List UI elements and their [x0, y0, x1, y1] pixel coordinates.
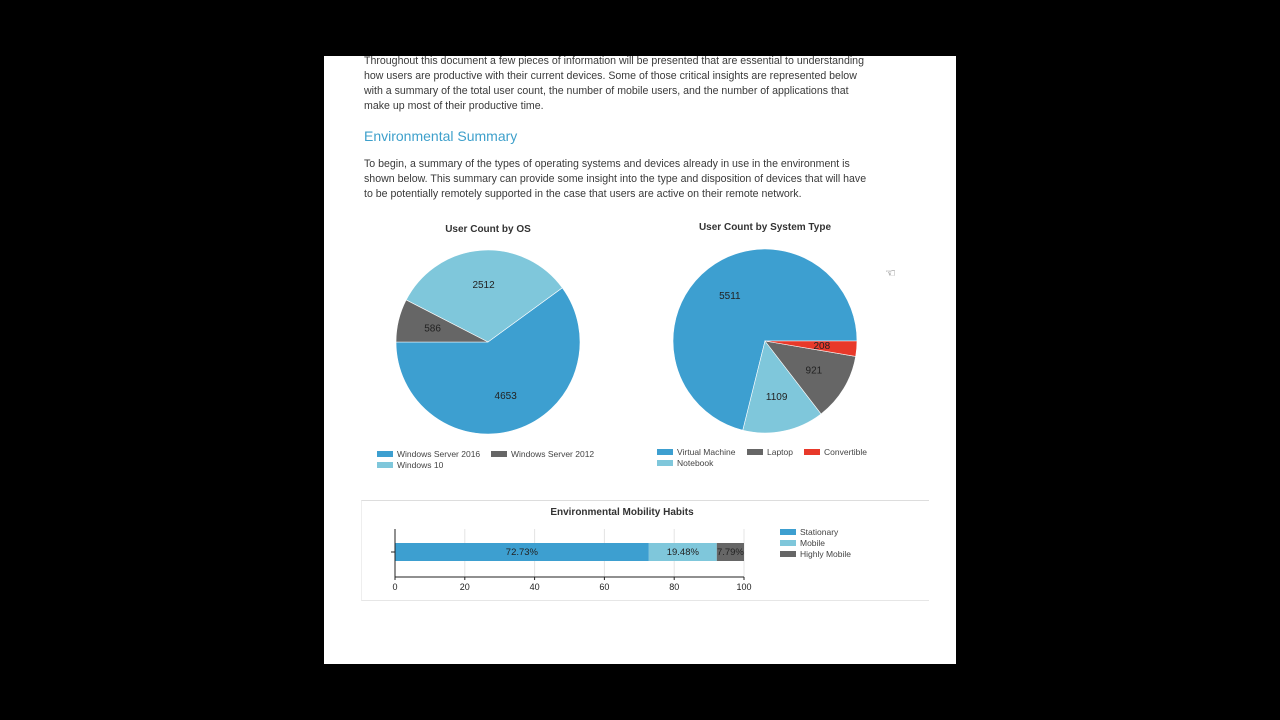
section-heading: Environmental Summary — [364, 128, 518, 144]
legend-label: Mobile — [800, 538, 826, 548]
legend-swatch — [657, 449, 673, 455]
legend-item-virtual-machine — [657, 447, 735, 457]
legend-item-windows-server-2016 — [377, 449, 480, 459]
legend-label: Highly Mobile — [800, 549, 852, 559]
bar-segment-label: 72.73% — [505, 547, 539, 558]
legend-swatch — [491, 451, 507, 457]
legend-swatch — [780, 540, 796, 546]
pie-chart-system-type — [665, 241, 865, 441]
legend-system-type — [657, 447, 897, 471]
legend-os — [377, 449, 617, 473]
pie-slice-label: 1109 — [765, 391, 788, 403]
intro-paragraph: Throughout this document a few pieces of information will be presented that are essential to understanding how users are productive with their current devices. Some of those critical insights are represented below with a summary of the total user count, the number of mobile users, and the number of applications that make up most of their productive time. — [364, 56, 864, 112]
legend-label: Notebook — [677, 458, 714, 468]
legend-swatch — [747, 449, 763, 455]
pie-slice-label: 4653 — [494, 391, 517, 403]
bar-segment-label: 19.48% — [666, 547, 699, 558]
summary-paragraph: To begin, a summary of the types of operating systems and devices already in use in the environment is shown below. This summary can provide some insight into the type and disposition of devices that will have to be potentially remotely supported in the case that users are active on their remote network. — [364, 158, 867, 200]
legend-item-windows-10 — [377, 460, 443, 470]
pie-slice-label: 5511 — [719, 291, 741, 303]
x-tick-label: 80 — [669, 582, 680, 592]
legend-item-mobile — [780, 538, 825, 548]
legend-swatch — [377, 451, 393, 457]
x-tick-label: 100 — [736, 582, 752, 592]
legend-mobility — [780, 527, 900, 561]
x-tick-label: 0 — [392, 582, 398, 592]
hand-icon: ☜ — [885, 266, 896, 280]
legend-label: Laptop — [767, 447, 793, 457]
mobility-chart-panel — [361, 500, 929, 601]
legend-label: Windows 10 — [397, 460, 444, 470]
legend-item-laptop — [747, 447, 793, 457]
x-tick-label: 40 — [529, 582, 540, 592]
legend-item-stationary — [780, 527, 838, 537]
legend-swatch — [804, 449, 820, 455]
pie-slice-label: 2512 — [472, 280, 495, 292]
legend-label: Convertible — [824, 447, 867, 457]
legend-item-highly-mobile — [780, 549, 851, 559]
x-tick-label: 60 — [599, 582, 610, 592]
x-tick-label: 20 — [459, 582, 470, 592]
legend-item-notebook — [657, 458, 713, 468]
legend-swatch — [780, 551, 796, 557]
legend-swatch — [780, 529, 796, 535]
chart-title-os: User Count by OS — [445, 224, 531, 235]
document-page — [324, 56, 956, 664]
pie-slice-label: 586 — [424, 323, 441, 335]
bar-chart-mobility — [382, 527, 782, 597]
legend-item-convertible — [804, 447, 867, 457]
legend-label: Virtual Machine — [677, 447, 736, 457]
pie-slice-label: 208 — [813, 340, 831, 352]
legend-label: Windows Server 2012 — [511, 449, 595, 459]
pie-chart-os — [388, 242, 588, 442]
legend-label: Stationary — [800, 527, 839, 537]
legend-swatch — [657, 460, 673, 466]
chart-title-system-type: User Count by System Type — [698, 222, 832, 233]
legend-label: Windows Server 2016 — [397, 449, 481, 459]
chart-title-mobility: Environmental Mobility Habits — [550, 507, 694, 518]
pie-slice-label: 921 — [805, 365, 823, 377]
bar-segment-label: 7.79% — [716, 547, 744, 558]
legend-swatch — [377, 462, 393, 468]
legend-item-windows-server-2012 — [491, 449, 594, 459]
